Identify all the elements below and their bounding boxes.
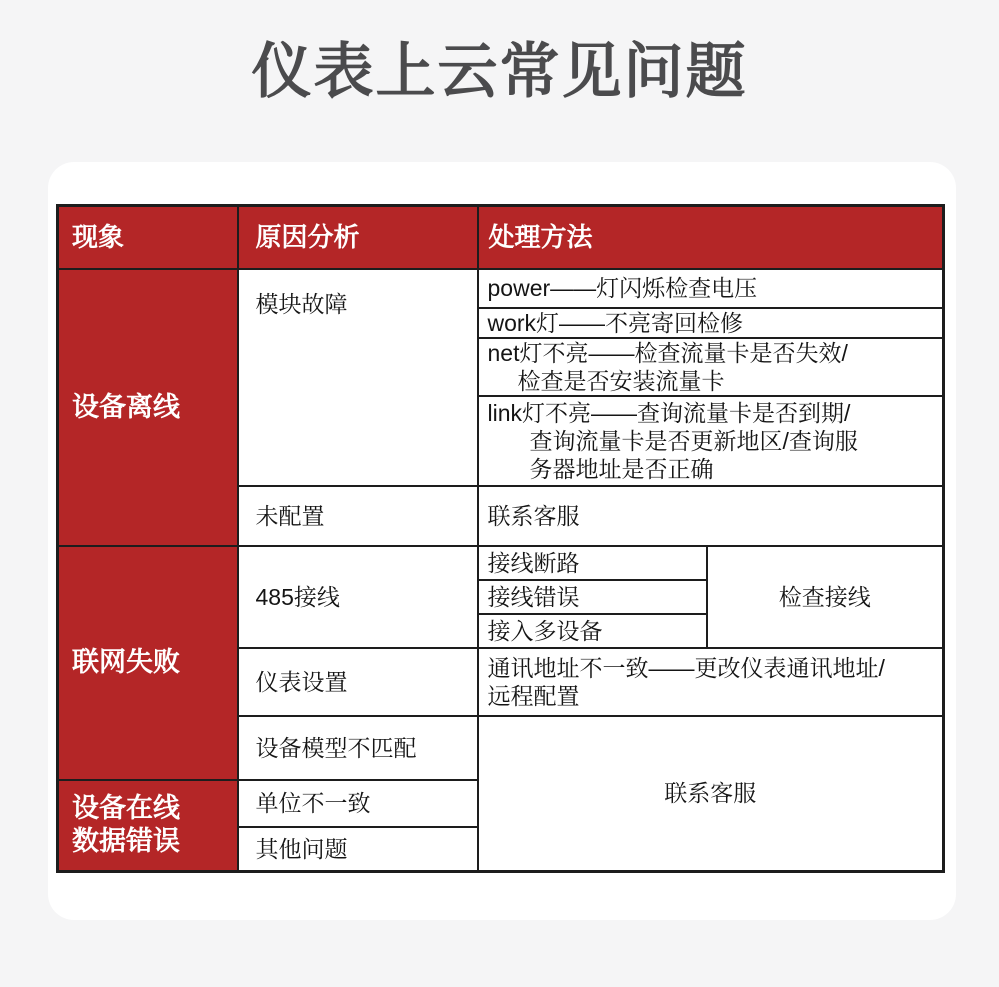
phenomenon-online-error-line2: 数据错误 <box>72 826 180 857</box>
fix-net-line2: 检查是否安装流量卡 <box>517 367 725 394</box>
cell-fix-link <box>478 396 944 486</box>
fix-comm-addr-line1: 通讯地址不一致——更改仪表通讯地址/ <box>487 654 885 681</box>
cell-fix-contact-support: 联系客服 <box>478 486 944 546</box>
cell-cause-unit-mismatch: 单位不一致 <box>238 780 478 827</box>
cell-phenomenon-network-fail: 联网失败 <box>58 546 238 780</box>
cell-cause-485-wiring: 485接线 <box>238 546 478 648</box>
cell-fix-contact-support-2: 联系客服 <box>478 716 944 872</box>
cell-cause-module-fault: 模块故障 <box>238 269 478 486</box>
header-solution: 处理方法 <box>478 206 944 269</box>
table-row <box>58 546 944 580</box>
cell-cause-model-mismatch: 设备模型不匹配 <box>238 716 478 780</box>
header-phenomenon: 现象 <box>58 206 238 269</box>
fix-link-line1: link灯不亮——查询流量卡是否到期/ <box>487 399 851 426</box>
cell-fix-power: power——灯闪烁检查电压 <box>478 269 944 308</box>
cell-fix-wire-break: 接线断路 <box>478 546 707 580</box>
table-header-row <box>58 206 944 269</box>
fix-net-line1: net灯不亮——检查流量卡是否失效/ <box>487 339 848 366</box>
cell-fix-work: work灯——不亮寄回检修 <box>478 308 944 338</box>
cell-cause-not-configured: 未配置 <box>238 486 478 546</box>
troubleshooting-table <box>56 204 945 873</box>
cell-fix-check-wiring: 检查接线 <box>707 546 944 648</box>
table-row <box>58 269 944 308</box>
header-cause: 原因分析 <box>238 206 478 269</box>
cell-fix-comm-addr <box>478 648 944 716</box>
fix-link-line3: 务器地址是否正确 <box>529 455 714 482</box>
cell-fix-wire-wrong: 接线错误 <box>478 580 707 614</box>
fix-link-line2: 查询流量卡是否更新地区/查询服 <box>529 427 858 454</box>
fix-comm-addr-line2: 远程配置 <box>487 682 580 709</box>
page-title: 仪表上云常见问题 <box>251 38 748 105</box>
cell-phenomenon-online-error <box>58 780 238 872</box>
phenomenon-online-error-line1: 设备在线 <box>72 793 180 824</box>
cell-cause-meter-setting: 仪表设置 <box>238 648 478 716</box>
cell-fix-multi-device: 接入多设备 <box>478 614 707 648</box>
content-card <box>48 162 956 920</box>
cell-phenomenon-offline: 设备离线 <box>58 269 238 546</box>
cell-cause-other: 其他问题 <box>238 827 478 872</box>
cell-fix-net <box>478 338 944 396</box>
